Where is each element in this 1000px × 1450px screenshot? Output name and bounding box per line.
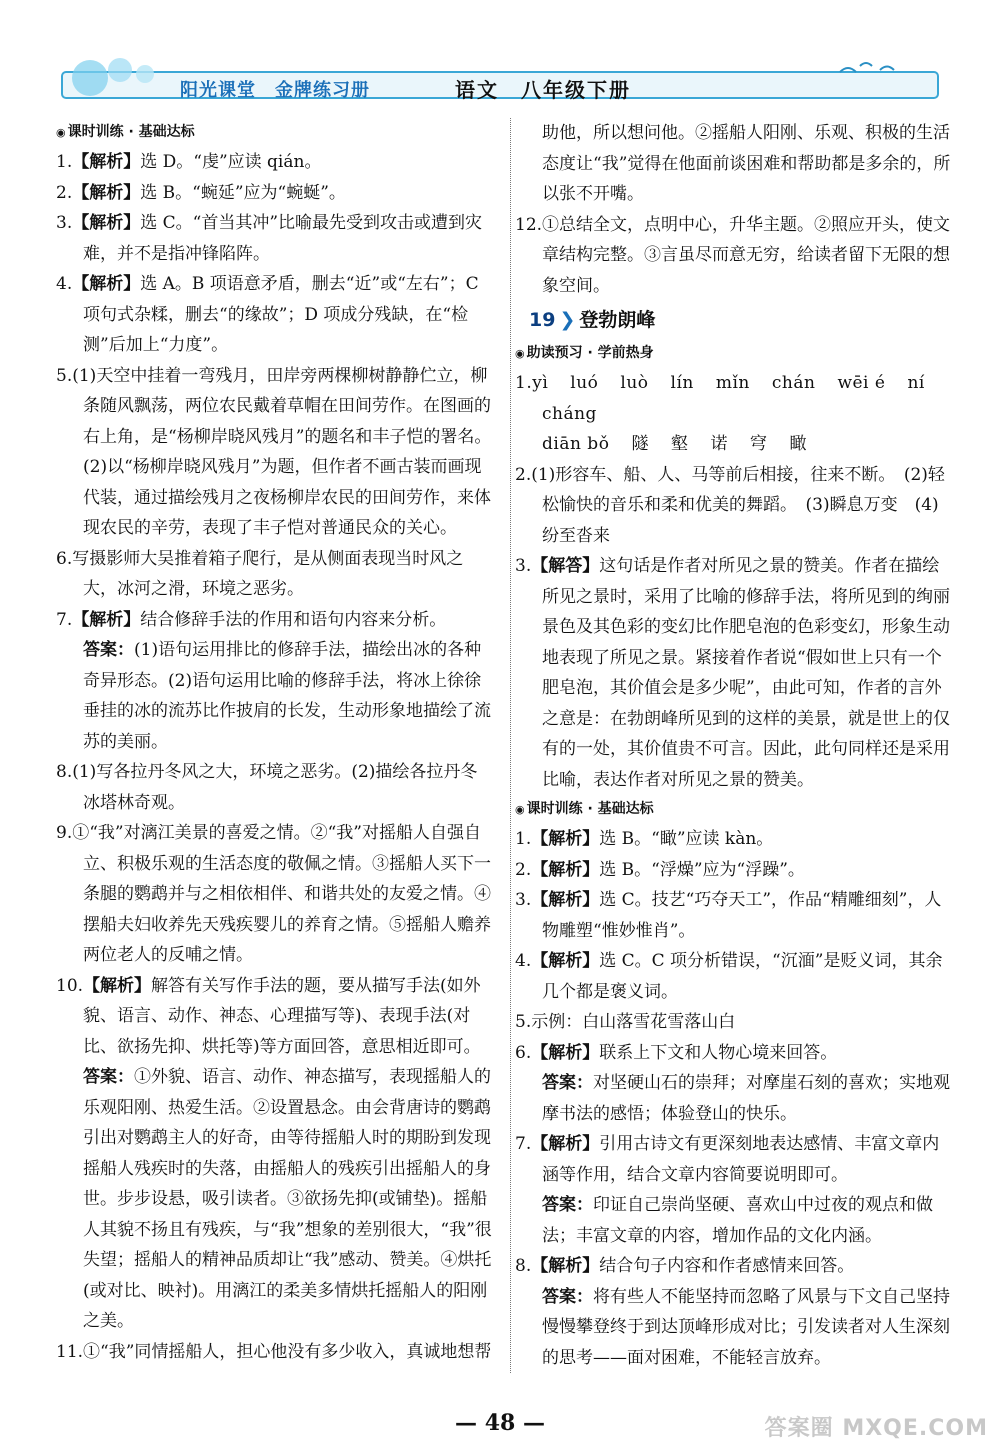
item-tag: 【解答】: [531, 556, 600, 576]
list-item: 12.①总结全文，点明中心，升华主题。②照应开头，使文章结构完整。③言虽尽而意无穷，给读者留下无限的想象空间。: [515, 214, 951, 296]
item-number: 6.: [56, 548, 73, 569]
item-text: 选 B。“浮燥”应为“浮躁”。: [599, 859, 805, 880]
item-tag: 【解析】: [531, 1042, 600, 1063]
item-tag: 【解析】: [531, 1256, 600, 1276]
item-number: 4.: [515, 951, 532, 971]
item-number: 9.: [56, 823, 73, 843]
list-item: [56, 269, 494, 361]
pinyin-token: 隧: [631, 434, 649, 454]
list-item: [515, 1251, 953, 1282]
item-number: 2.: [515, 859, 532, 880]
item-number: 7.: [56, 609, 73, 630]
right-column: [510, 118, 953, 1373]
pinyin-token: lín: [670, 373, 694, 393]
pinyin-token: mǐn: [715, 373, 750, 393]
watermark: 答案圈 MXQE.COM: [764, 1416, 988, 1441]
answer-text: 印证自己崇尚坚硬、喜欢山中过夜的观点和做法；丰富文章的内容，增加作品的文化内涵。: [542, 1195, 933, 1246]
pinyin-token: yì: [532, 373, 549, 393]
item-text: (1)形容车、船、人、马等前后相接，往来不断。 (2)轻松愉快的音乐和柔和优美的舞蹈。 (3)瞬息万变 (4)纷至沓来: [531, 464, 945, 546]
answer: [515, 1068, 953, 1129]
list-item: [56, 818, 494, 971]
pinyin-answers: 1.yì luó luò lín mǐn chán wēi é ní cháng diān bǒ 隧 壑 诺 穹 瞰: [515, 373, 925, 454]
item-number: 11.: [56, 1341, 84, 1362]
list-item: [56, 361, 494, 544]
list-item: [56, 1337, 494, 1368]
item-tag: 【解析】: [72, 213, 141, 233]
list-item: [56, 178, 494, 209]
list-item: [515, 885, 953, 946]
item-number: 3.: [515, 890, 532, 910]
answer: [56, 1062, 494, 1337]
item-text: 选 C。技艺“巧夺天工”，作品“精雕细刻”，人物雕塑“惟妙惟肖”。: [542, 890, 942, 941]
section-marker-icon: ◉: [56, 126, 66, 139]
section-marker-icon: ◉: [515, 803, 525, 816]
item-text: (1)写各拉丹冬风之大，环境之恶劣。(2)描绘各拉丹冬冰塔林奇观。: [72, 762, 478, 813]
answer-label: 答案：: [83, 1067, 134, 1087]
item-tag: 【解析】: [72, 609, 141, 630]
item-number: 2.: [515, 464, 532, 485]
answer: [56, 635, 494, 757]
item-text: 这句话是作者对所见之景的赞美。作者在描绘所见之景时，采用了比喻的修辞手法，将所见到的绚丽景色及其色彩的变幻比作肥皂泡的色彩变幻，形象生动地表现了所见之景。紧接着作者说“假如世上只有一个肥皂泡，其价值会是多少呢”，由此可知，作者的言外之意是：在勃朗峰所见到的这样的美景，就是世上的仅有的一处，其价值贵不可言。因此，此句同样还是采用比喻，表达作者对所见之景的赞美。: [542, 556, 950, 790]
answer-text: ①外貌、语言、动作、神态描写，表现摇船人的乐观阳刚、热爱生活。②设置悬念。由会背唐诗的鹦鹉引出对鹦鹉主人的好奇，由等待摇船人时的期盼到发现摇船人残疾时的失落，由摇船人的残疾引出摇船人的身世。步步设悬，吸引读者。③欲扬先抑(或铺垫)。摇船人其貌不扬且有残疾，与“我”想象的差别很大，“我”很失望；摇船人的精神品质却让“我”感动、赞美。④烘托(或对比、映衬)。用漓江的柔美多情烘托摇船人的阳刚之美。: [83, 1067, 492, 1331]
item-number: 3.: [56, 213, 73, 233]
item-number: 1.: [56, 152, 73, 172]
chevron-right-icon: ❯: [559, 309, 576, 331]
pinyin-token: chán: [771, 373, 816, 393]
item-number: 4.: [56, 274, 73, 294]
left-column: [56, 118, 494, 1367]
item-text: 解答有关写作手法的题，要从描写手法(如外貌、语言、动作、神态、心理描写等)、表现手法(对比、欲扬先抑、烘托等)等方面回答，意思相近即可。: [83, 975, 481, 1057]
item-tag: 【解析】: [531, 1134, 600, 1154]
item-text: 选 C。C 项分析错误，“沉湎”是贬义词，其余几个都是褒义词。: [542, 951, 943, 1002]
pinyin-token: wēi é: [837, 373, 886, 393]
pinyin-token: luò: [620, 373, 649, 393]
list-item: [515, 460, 953, 552]
answer-text: 对坚硬山石的崇拜；对摩崖石刻的喜欢；实地观摩书法的感悟；体验登山的快乐。: [542, 1073, 950, 1124]
item-text: 结合句子内容和作者感情来回答。: [599, 1256, 855, 1276]
continued-answer: 助他，所以想问他。②摇船人阳刚、乐观、积极的生活态度让“我”觉得在他面前谈困难和帮助都是多余的，所以张不开嘴。: [542, 123, 951, 204]
list-item: [56, 208, 494, 269]
answer-text: (1)语句运用排比的修辞手法，描绘出冰的各种奇异形态。(2)语句运用比喻的修辞手法，将冰上徐徐垂挂的冰的流苏比作披肩的长发，生动形象地描绘了流苏的美丽。: [83, 640, 491, 752]
item-text: (1)天空中挂着一弯残月，田岸旁两棵柳树静静伫立，柳条随风飘荡，两位农民戴着草帽在田间劳作。在图画的右上角，是“杨柳岸晓风残月”的题名和丰子恺的署名。(2)以“杨柳岸晓风残月”为题，但作者不画古装而画现代装，通过描绘残月之夜杨柳岸农民的田间劳作，来体现农民的辛劳，表现了丰子恺对普通民众的关心。: [72, 365, 492, 538]
pinyin-token: 壑: [670, 434, 689, 454]
item-text: 示例：白山落雪花雪落山白: [531, 1012, 736, 1032]
section-heading: ◉ 课时训练 · 基础达标: [56, 118, 494, 147]
item-number: 8.: [515, 1256, 532, 1276]
item-text: 选 B。“瞰”应读 kàn。: [599, 829, 774, 849]
pinyin-token: 诺: [710, 434, 728, 454]
series-title: 阳光课堂 金牌练习册: [180, 80, 370, 101]
answer: [515, 1282, 953, 1374]
list-item: [56, 544, 494, 605]
item-number: 7.: [515, 1134, 532, 1154]
list-item: [515, 1129, 953, 1190]
list-item: [56, 147, 494, 178]
item-number: 2.: [56, 182, 73, 203]
section-heading: ◉ 课时训练 · 基础达标: [515, 795, 953, 824]
list-item: [56, 757, 494, 818]
page-number: — 48 —: [455, 1410, 545, 1436]
item-number: 10.: [56, 975, 84, 996]
list-item: [56, 971, 494, 1063]
subject-title: 语文 八年级下册: [455, 78, 631, 102]
item-text: 写摄影师大吴推着箱子爬行，是从侧面表现当时风之大，冰河之滑，环境之恶劣。: [72, 548, 464, 599]
item-number: 3.: [515, 556, 532, 576]
item-text: 选 D。“虔”应读 qián。: [140, 152, 322, 172]
item-number: 5.: [56, 365, 73, 386]
answer-label: 答案：: [83, 640, 134, 660]
item-text: 联系上下文和人物心境来回答。: [599, 1042, 838, 1063]
item-number: 1.: [515, 829, 532, 849]
list-item: [515, 1038, 953, 1069]
item-tag: 【解析】: [531, 859, 600, 880]
answer-text: 将有些人不能坚持而忽略了风景与下文自己坚持慢慢攀登终于到达顶峰形成对比；引发读者对人生深刻的思考——面对困难，不能轻言放弃。: [542, 1286, 950, 1368]
item-text: ①“我”同情摇船人，担心他没有多少收入，真诚地想帮: [83, 1341, 492, 1362]
list-item: [515, 551, 953, 795]
answer-label: 答案：: [542, 1195, 593, 1215]
item-text: 选 B。“蜿延”应为“蜿蜒”。: [140, 182, 346, 203]
item-tag: 【解析】: [531, 829, 600, 849]
item-number: 6.: [515, 1042, 532, 1063]
item-tag: 【解析】: [531, 951, 600, 971]
list-item: [515, 855, 953, 886]
list-item: [56, 605, 494, 636]
section-heading: ◉ 助读预习 · 学前热身: [515, 339, 953, 368]
item-tag: 【解析】: [72, 274, 141, 294]
pinyin-token: 瞰: [789, 434, 807, 454]
item-text: 结合修辞手法的作用和语句内容来分析。: [140, 609, 447, 630]
answer-label: 答案：: [542, 1286, 593, 1307]
item-tag: 【解析】: [531, 890, 600, 910]
pinyin-token: ní cháng: [542, 373, 925, 424]
list-item: [515, 1007, 953, 1038]
item-number: 5.: [515, 1012, 532, 1032]
item-text: 选 A。B 项语意矛盾，删去“近”或“左右”；C 项句式杂糅，删去“的缘故”；D 项成分残缺，在“检测”后加上“力度”。: [83, 274, 479, 355]
answer-label: 答案：: [542, 1073, 593, 1093]
pinyin-token: luó: [570, 373, 599, 393]
item-tag: 【解析】: [72, 182, 141, 203]
section-marker-icon: ◉: [515, 347, 525, 360]
page-header: [60, 56, 940, 100]
item-text: 引用古诗文有更深刻地表达感情、丰富文章内涵等作用，结合文章内容简要说明即可。: [542, 1134, 940, 1185]
pinyin-token: diān bǒ: [542, 434, 610, 454]
lesson-title: 19 ❯ 登勃朗峰: [529, 309, 656, 331]
item-tag: 【解析】: [72, 152, 141, 172]
pinyin-token: 穹: [749, 434, 768, 454]
item-number: 8.: [56, 762, 73, 782]
answer: [515, 1190, 953, 1251]
item-tag: 【解析】: [83, 975, 152, 996]
item-text: ①“我”对漓江美景的喜爱之情。②“我”对摇船人自强自立、积极乐观的生活态度的敬佩之情。③摇船人买下一条腿的鹦鹉并与之相依相伴、和谐共处的友爱之情。④摆船夫妇收养先天残疾婴儿的养育之情。⑤摇船人赡养两位老人的反哺之情。: [72, 823, 491, 965]
item-text: 选 C。“首当其冲”比喻最先受到攻击或遭到灾难，并不是指冲锋陷阵。: [83, 213, 483, 264]
list-item: [515, 946, 953, 1007]
list-item: [515, 824, 953, 855]
